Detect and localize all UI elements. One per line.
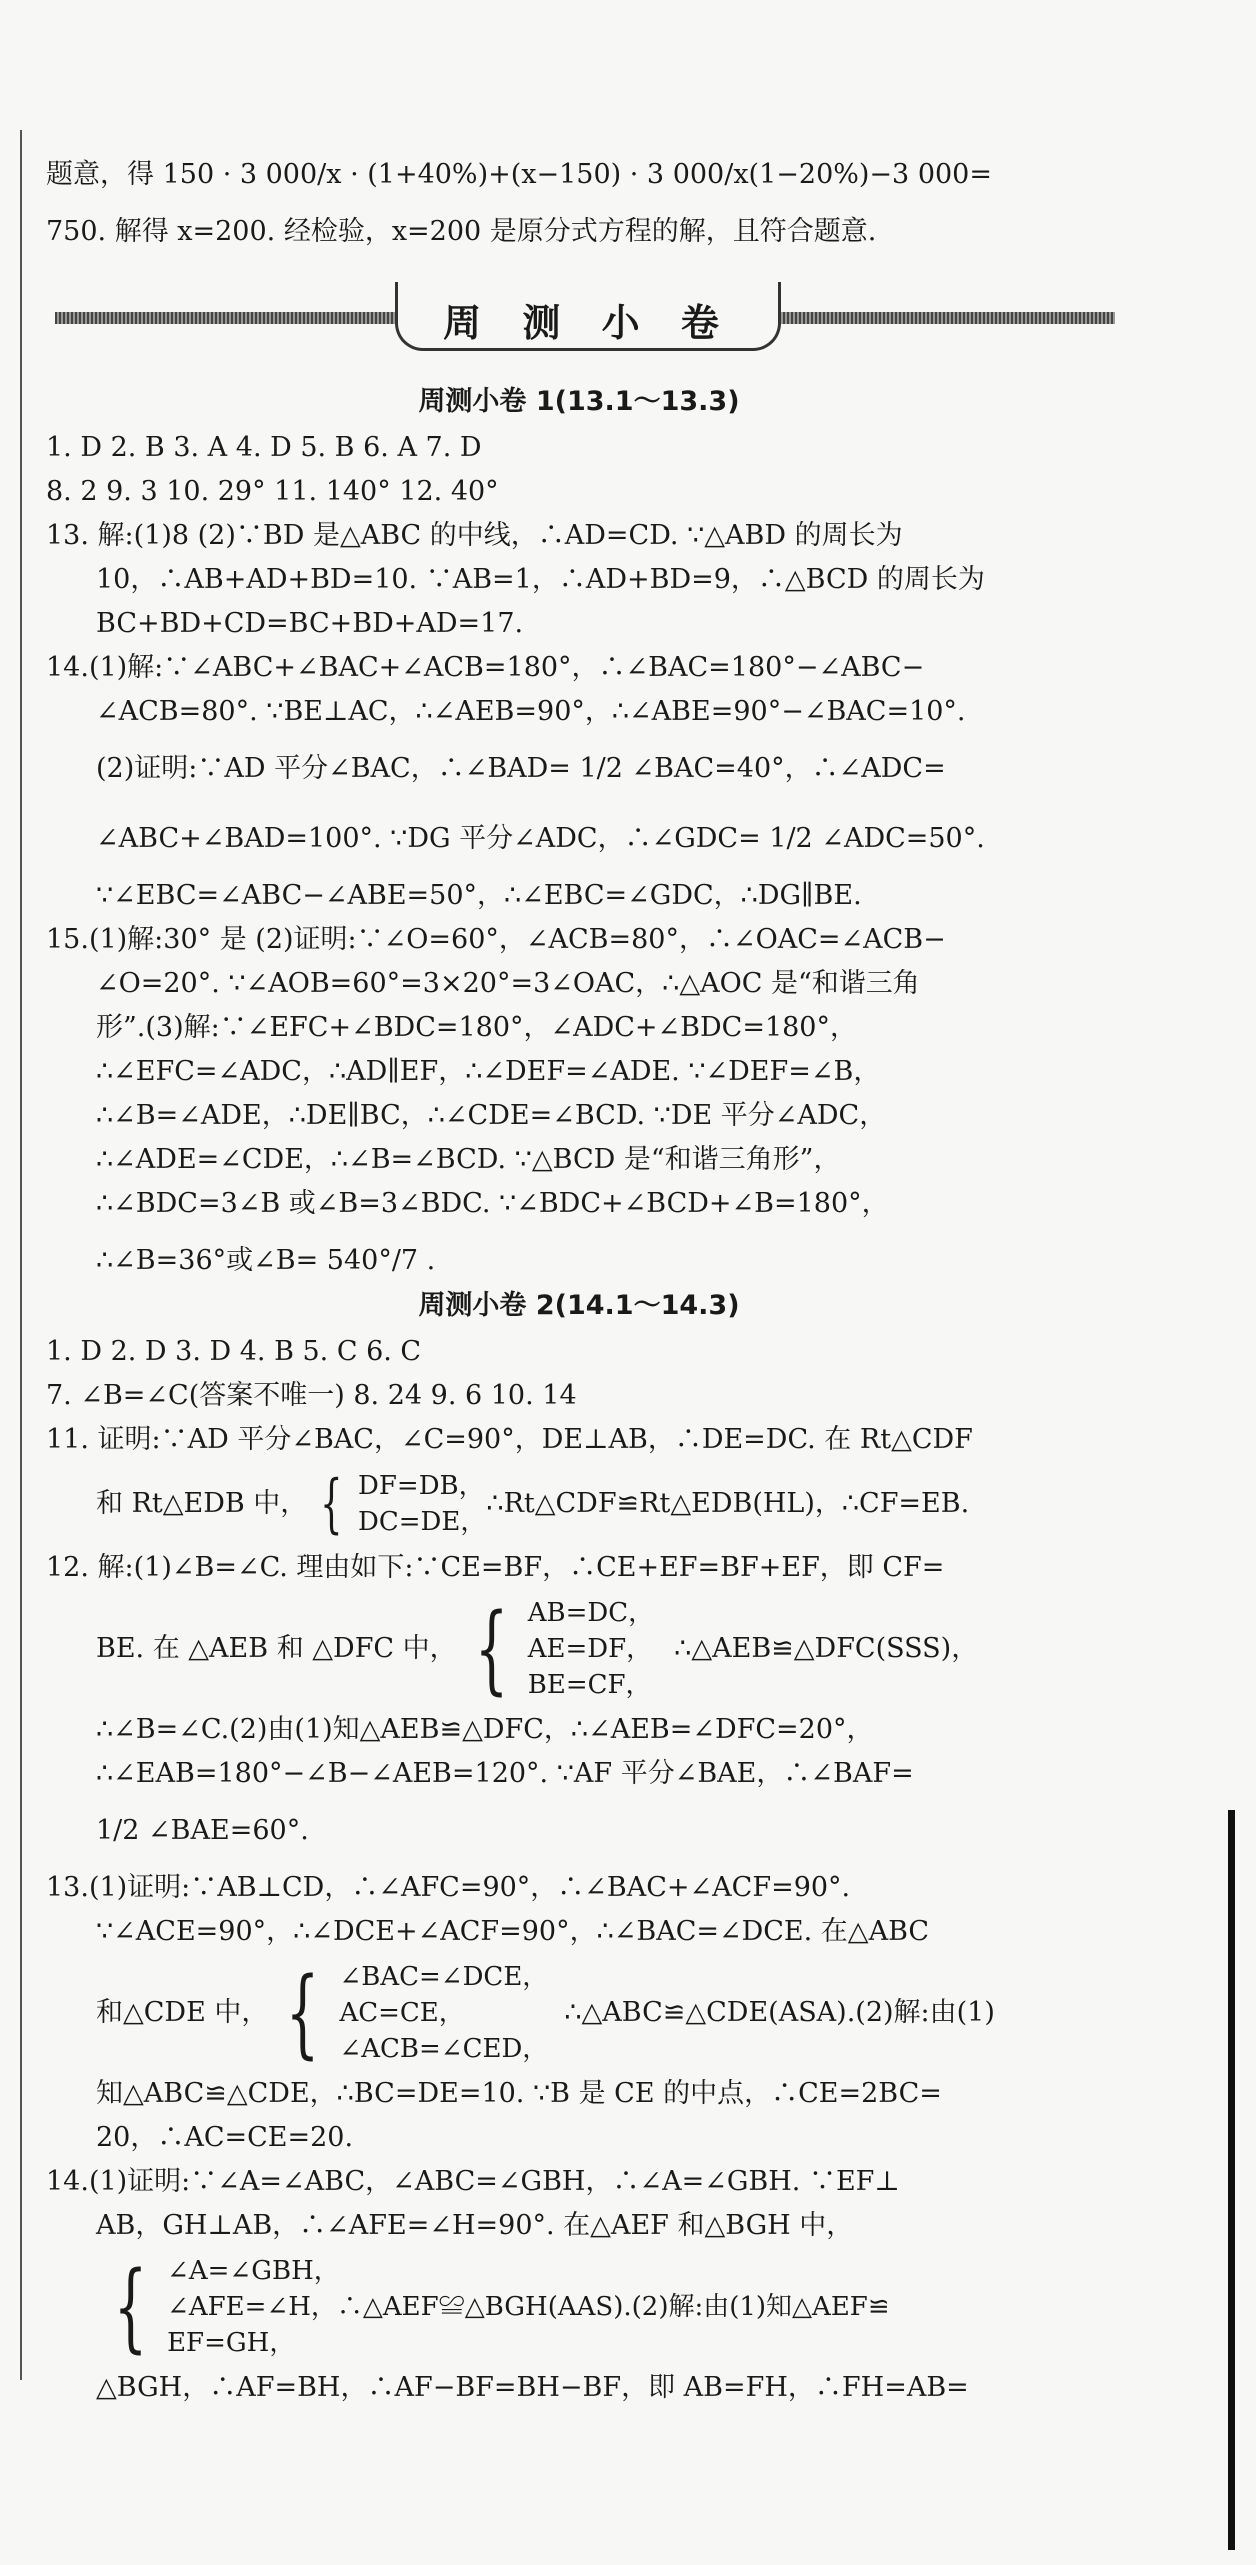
answer-line: 10，∴AB+AD+BD=10. ∵AB=1，∴AD+BD=9，∴△BCD 的周长为 [96, 564, 985, 595]
q11-brace-prefix: 和 Rt△EDB 中， [96, 1488, 308, 1519]
answer-line: ∴∠BDC=3∠B 或∠B=3∠BDC. ∵∠BDC+∠BCD+∠B=180°， [96, 1188, 889, 1219]
q14-brace-line: ∠AFE=∠H，∴△AEF≌△BGH(AAS).(2)解:由(1)知△AEF≌ [167, 2292, 890, 2322]
left-brace-icon: { [474, 1593, 509, 1705]
q12-brace-line: AB=DC， [527, 1598, 655, 1628]
q13-brace-suffix: ∴△ABC≌△CDE(ASA).(2)解:由(1) [564, 1997, 995, 2028]
right-edge-bar [1228, 1810, 1235, 2550]
q13-brace-line: ∠BAC=∠DCE， [339, 1962, 549, 1992]
answer-line: ∴∠EAB=180°−∠B−∠AEB=120°. ∵AF 平分∠BAE，∴∠BAF= [96, 1758, 914, 1789]
quiz2-block [46, 1282, 1112, 2410]
answer-line: 1/2 ∠BAE=60°. [96, 1815, 309, 1846]
q11-brace-system [307, 1468, 486, 1540]
q11-brace-line: DC=DE， [358, 1507, 487, 1537]
q12-brace-suffix: ∴△AEB≌△DFC(SSS)， [674, 1633, 979, 1664]
q13-brace-system [268, 1959, 548, 2067]
left-brace-icon: { [320, 1467, 343, 1541]
answer-line: 1. D 2. D 3. D 4. B 5. C 6. C [46, 1336, 422, 1367]
answer-line: ∴∠ADE=∠CDE，∴∠B=∠BCD. ∵△BCD 是“和谐三角形”， [96, 1144, 841, 1175]
q11-brace-line: DF=DB， [358, 1471, 485, 1501]
intro-block [46, 140, 1112, 254]
answer-line: ∴∠B=∠ADE，∴DE∥BC，∴∠CDE=∠BCD. ∵DE 平分∠ADC， [96, 1100, 887, 1131]
q14-brace-system [96, 2253, 890, 2361]
answer-line: 20，∴AC=CE=20. [96, 2122, 354, 2153]
intro-line: 题意，得 150 · 3 000/x · (1+40%)+(x−150) · 3 000/x(1−20%)−3 000= [46, 159, 992, 190]
answer-line: ∴∠B=36°或∠B= 540°/7 . [96, 1245, 436, 1276]
q13-brace-row [46, 1954, 1112, 2072]
answer-line: 1. D 2. B 3. A 4. D 5. B 6. A 7. D [46, 432, 482, 463]
q12-brace-line: BE=CF， [527, 1670, 652, 1700]
answer-line: ∴∠EFC=∠ADC，∴AD∥EF，∴∠DEF=∠ADE. ∵∠DEF=∠B， [96, 1056, 881, 1087]
q13-brace-line: ∠ACB=∠CED， [339, 2034, 549, 2064]
q13-brace-line: AC=CE， [339, 1998, 465, 2028]
answer-line: ∴∠B=∠C.(2)由(1)知△AEB≌△DFC，∴∠AEB=∠DFC=20°， [96, 1714, 874, 1745]
answer-line: 13. 解:(1)8 (2)∵BD 是△ABC 的中线，∴AD=CD. ∵△ABD 的周长为 [46, 520, 903, 551]
answer-line: 12. 解:(1)∠B=∠C. 理由如下:∵CE=BF，∴CE+EF=BF+EF，即 CF= [46, 1552, 945, 1583]
q14-brace-line: EF=GH， [167, 2328, 296, 2358]
q11-brace-suffix: ∴Rt△CDF≌Rt△EDB(HL)，∴CF=EB. [486, 1488, 970, 1519]
answer-line: ∵∠ACE=90°，∴∠DCE+∠ACF=90°，∴∠BAC=∠DCE. 在△ABC [96, 1916, 930, 1947]
answer-line: △BGH，∴AF=BH，∴AF−BF=BH−BF，即 AB=FH，∴FH=AB= [96, 2372, 969, 2403]
answer-line: BC+BD+CD=BC+BD+AD=17. [96, 608, 524, 639]
answer-line: 13.(1)证明:∵AB⊥CD，∴∠AFC=90°，∴∠BAC+∠ACF=90°. [46, 1872, 851, 1903]
intro-line: 750. 解得 x=200. 经检验，x=200 是原分式方程的解，且符合题意. [46, 216, 877, 247]
banner-bar-left [55, 312, 395, 324]
answer-line: ∠ACB=80°. ∵BE⊥AC，∴∠AEB=90°，∴∠ABE=90°−∠BAC=10°. [96, 696, 966, 727]
banner-title: 周 测 小 卷 [443, 301, 733, 345]
answer-line: 形”.(3)解:∵∠EFC+∠BDC=180°，∠ADC+∠BDC=180°， [96, 1012, 857, 1043]
section-banner [55, 282, 1115, 352]
answer-line: 11. 证明:∵AD 平分∠BAC，∠C=90°，DE⊥AB，∴DE=DC. 在 Rt△CDF [46, 1424, 973, 1455]
left-brace-icon: { [286, 1957, 320, 2069]
banner-bar-right [775, 312, 1115, 324]
answer-line: ∵∠EBC=∠ABC−∠ABE=50°，∴∠EBC=∠GDC，∴DG∥BE. [96, 880, 862, 911]
left-margin-rule [20, 130, 22, 2380]
q12-brace-line: AE=DF， [527, 1634, 653, 1664]
answer-line: 知△ABC≌△CDE，∴BC=DE=10. ∵B 是 CE 的中点，∴CE=2BC= [96, 2078, 942, 2109]
answer-line: 14.(1)证明:∵∠A=∠ABC，∠ABC=∠GBH，∴∠A=∠GBH. ∵EF⊥ [46, 2166, 900, 2197]
q11-brace-row [46, 1462, 1112, 1546]
answer-line: 14.(1)解:∵∠ABC+∠BAC+∠ACB=180°，∴∠BAC=180°−∠ABC− [46, 652, 925, 683]
answer-line: 7. ∠B=∠C(答案不唯一) 8. 24 9. 6 10. 14 [46, 1380, 577, 1411]
quiz1-title: 周测小卷 1(13.1～13.3) [418, 386, 740, 417]
left-brace-icon: { [113, 2251, 148, 2363]
q14-brace-row [46, 2248, 1112, 2366]
quiz2-title: 周测小卷 2(14.1～14.3) [418, 1290, 740, 1321]
answer-line: AB，GH⊥AB，∴∠AFE=∠H=90°. 在△AEF 和△BGH 中， [96, 2210, 854, 2241]
q12-brace-system [457, 1595, 655, 1703]
answer-line: ∠O=20°. ∵∠AOB=60°=3×20°=3∠OAC，∴△AOC 是“和谐三角 [96, 968, 920, 999]
q14-brace-line: ∠A=∠GBH， [167, 2256, 340, 2286]
q12-brace-prefix: BE. 在 △AEB 和 △DFC 中， [96, 1633, 457, 1664]
answer-line: (2)证明:∵AD 平分∠BAC，∴∠BAD= 1/2 ∠BAC=40°，∴∠ADC= [96, 753, 946, 784]
answer-line: ∠ABC+∠BAD=100°. ∵DG 平分∠ADC，∴∠GDC= 1/2 ∠ADC=50°. [96, 823, 985, 854]
q12-brace-row [46, 1590, 1112, 1708]
q13-brace-prefix: 和△CDE 中， [96, 1997, 269, 2028]
answer-line: 8. 2 9. 3 10. 29° 11. 140° 12. 40° [46, 476, 499, 507]
answer-line: 15.(1)解:30° 是 (2)证明:∵∠O=60°，∠ACB=80°，∴∠OAC=∠ACB− [46, 924, 946, 955]
quiz1-block [46, 378, 1112, 1296]
